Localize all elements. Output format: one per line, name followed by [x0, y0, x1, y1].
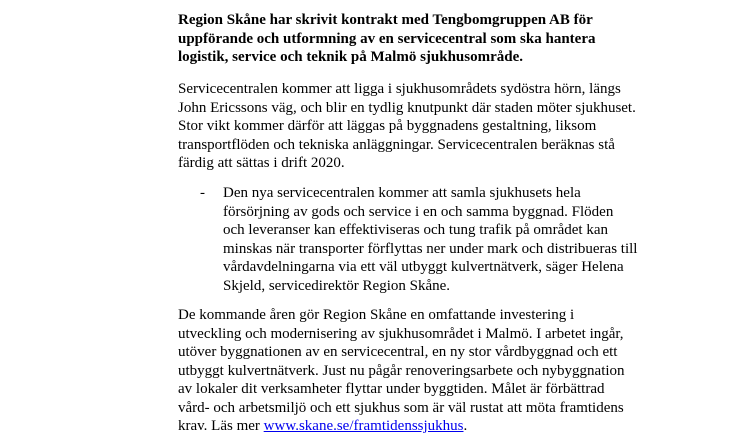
quote-line: Skjeld, servicedirektör Region Skåne.: [223, 277, 451, 294]
paragraph-line: färdig att sättas i drift 2020.: [178, 155, 345, 171]
lead-line: logistik, service och teknik på Malmö sjukhusområde.: [178, 49, 524, 65]
paragraph-line: John Ericssons väg, och blir en tydlig knutpunkt där staden möter sjukhuset.: [178, 99, 636, 116]
bullet-marker: -: [200, 185, 205, 201]
paragraph-line: Servicecentralen kommer att ligga i sjukhusområdets sydöstra hörn, längs: [178, 81, 621, 97]
paragraph-line-last: [178, 417, 625, 436]
quote-text: [223, 184, 637, 295]
paragraph-line: vård- och arbetsmiljö och ett sjukhus som är väl rustat att möta framtidens: [178, 399, 624, 416]
paragraph-line: De kommande åren gör Region Skåne en omfattande investering i: [178, 307, 575, 323]
paragraph-text: krav. Läs mer: [178, 418, 264, 434]
paragraph-line: utbyggt kulvertnätverk. Just nu pågår renoveringsarbete och nybyggnation: [178, 362, 625, 379]
lead-paragraph: [178, 11, 595, 67]
body-paragraph-2: [178, 306, 625, 436]
quote-line: försörjning av gods och service i en och samma byggnad. Flöden: [223, 203, 614, 220]
paragraph-line: utöver byggnationen av en servicecentral, en ny stor vårdbyggnad och ett: [178, 344, 618, 360]
paragraph-line: Stor vikt kommer därför att läggas på byggnadens gestaltning, liksom: [178, 118, 597, 134]
paragraph-line: utveckling och modernisering av sjukhusområdet i Malmö. I arbetet ingår,: [178, 325, 624, 342]
framtidens-sjukhus-link[interactable]: www.skane.se/framtidenssjukhus: [263, 418, 464, 434]
quote-line: Den nya servicecentralen kommer att samla sjukhusets hela: [223, 185, 581, 201]
paragraph-text: .: [463, 418, 468, 434]
body-paragraph-1: [178, 80, 636, 173]
paragraph-line: av lokaler dit verksamheter flyttar under byggtiden. Målet är förbättrad: [178, 381, 605, 397]
quote-line: och leveranser kan effektiviseras och tung trafik på området kan: [223, 222, 608, 238]
lead-line: uppförande och utformning av en servicecentral som ska hantera: [178, 30, 596, 47]
paragraph-line: transportflöden och tekniska anläggningar. Servicecentralen beräknas stå: [178, 136, 615, 153]
quote-line: vårdavdelningarna via ett väl utbyggt kulvertnätverk, säger Helena: [223, 259, 624, 275]
quote-line: minskas när transporter förflyttas ner under mark och distribueras till: [223, 240, 638, 257]
lead-line: Region Skåne har skrivit kontrakt med Tengbomgruppen AB för: [178, 12, 593, 28]
